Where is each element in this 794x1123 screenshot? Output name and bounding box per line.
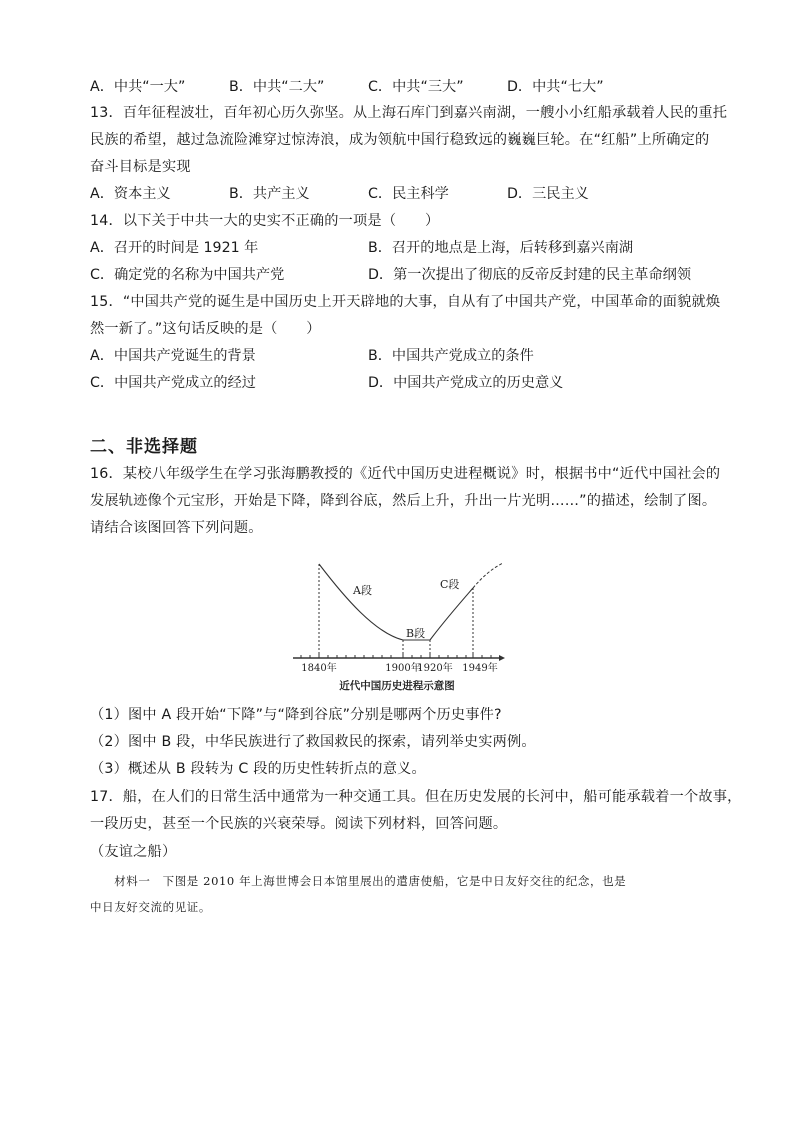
q16-stem-line-2: 发展轨迹像个元宝形，开始是下降，降到谷底，然后上升，升出一片光明……”的描述，绘制了图。: [90, 493, 717, 509]
future-dashed-curve: [473, 563, 503, 588]
q16-stem-line-3: 请结合该图回答下列问题。: [90, 520, 263, 536]
q12-option-a: A．中共“一大”: [90, 79, 186, 95]
q13-option-c: C．民主科学: [368, 186, 449, 202]
q15-stem-line-2: 然一新了。”这句话反映的是（ ）: [90, 321, 321, 337]
q15-option-d: D．中国共产党成立的历史意义: [368, 375, 564, 391]
q15-option-a: A．中国共产党诞生的背景: [90, 348, 256, 364]
q12-option-c: C．中共“三大”: [368, 79, 464, 95]
q13-stem-line-1: 13．百年征程波壮，百年初心历久弥坚。从上海石库门到嘉兴南湖，一艘小小红船承载着人民的重托: [90, 105, 728, 121]
segment-label-c: C段: [440, 578, 460, 591]
tick-label-1949: 1949年: [462, 663, 498, 674]
q13-stem-line-2: 民族的希望，越过急流险滩穿过惊涛浪，成为领航中国行稳致远的巍巍巨轮。在“红船”上所确定的: [90, 132, 710, 148]
x-axis-arrow: [499, 655, 505, 661]
q12-option-b: B．中共“二大”: [229, 79, 325, 95]
q13-option-b: B．共产主义: [229, 186, 310, 202]
q14-option-c: C．确定党的名称为中国共产党: [90, 267, 285, 283]
q13-option-d: D．三民主义: [507, 186, 589, 202]
q17-subtitle: （友谊之船）: [90, 844, 177, 860]
q13-option-a: A．资本主义: [90, 186, 171, 202]
chart-title: 近代中国历史进程示意图: [339, 680, 455, 692]
q17-material-line-1: 材料一 下图是 2010 年上海世博会日本馆里展出的遣唐使船，它是中日友好交往的纪念，也是: [90, 874, 627, 888]
q16-sub-3: （3）概述从 B 段转为 C 段的历史性转折点的意义。: [90, 761, 426, 777]
q16-sub-2: （2）图中 B 段，中华民族进行了救国救民的探索，请列举史实两例。: [90, 734, 536, 750]
segment-label-b: B段: [406, 627, 426, 640]
q14-stem: 14．以下关于中共一大的史实不正确的一项是（ ）: [90, 213, 440, 229]
tick-label-1840: 1840年: [301, 663, 337, 674]
q12-option-d: D．中共“七大”: [507, 79, 604, 95]
q14-option-d: D．第一次提出了彻底的反帝反封建的民主革命纲领: [368, 267, 692, 283]
segment-c-curve: [430, 588, 473, 640]
q17-material-line-2: 中日友好交流的见证。: [90, 900, 211, 914]
tick-label-1900: 1900年: [385, 663, 421, 674]
section-title: 二、非选择题: [90, 437, 198, 457]
q15-option-b: B．中国共产党成立的条件: [368, 348, 534, 364]
q16-sub-1: （1）图中 A 段开始“下降”与“降到谷底”分别是哪两个历史事件?: [90, 707, 502, 723]
q17-stem-line-2: 一段历史，甚至一个民族的兴衰荣辱。阅读下列材料，回答问题。: [90, 816, 508, 832]
segment-label-a: A段: [353, 584, 372, 597]
segment-a-curve: [319, 564, 403, 640]
q15-stem-line-1: 15．“中国共产党的诞生是中国历史上开天辟地的大事，自从有了中国共产党，中国革命的面貌就焕: [90, 294, 721, 310]
history-process-chart: [285, 558, 515, 698]
q15-option-c: C．中国共产党成立的经过: [90, 375, 256, 391]
q17-stem-line-1: 17．船，在人们的日常生活中通常为一种交通工具。但在历史发展的长河中，船可能承载着一个故事，: [90, 789, 742, 805]
q13-stem-line-3: 奋斗目标是实现: [90, 159, 191, 175]
tick-label-1920: 1920年: [417, 663, 453, 674]
q14-option-b: B．召开的地点是上海，后转移到嘉兴南湖: [368, 240, 634, 256]
q14-option-a: A．召开的时间是 1921 年: [90, 240, 259, 256]
q16-stem-line-1: 16．某校八年级学生在学习张海鹏教授的《近代中国历史进程概说》时，根据书中“近代中国社会的: [90, 466, 721, 482]
